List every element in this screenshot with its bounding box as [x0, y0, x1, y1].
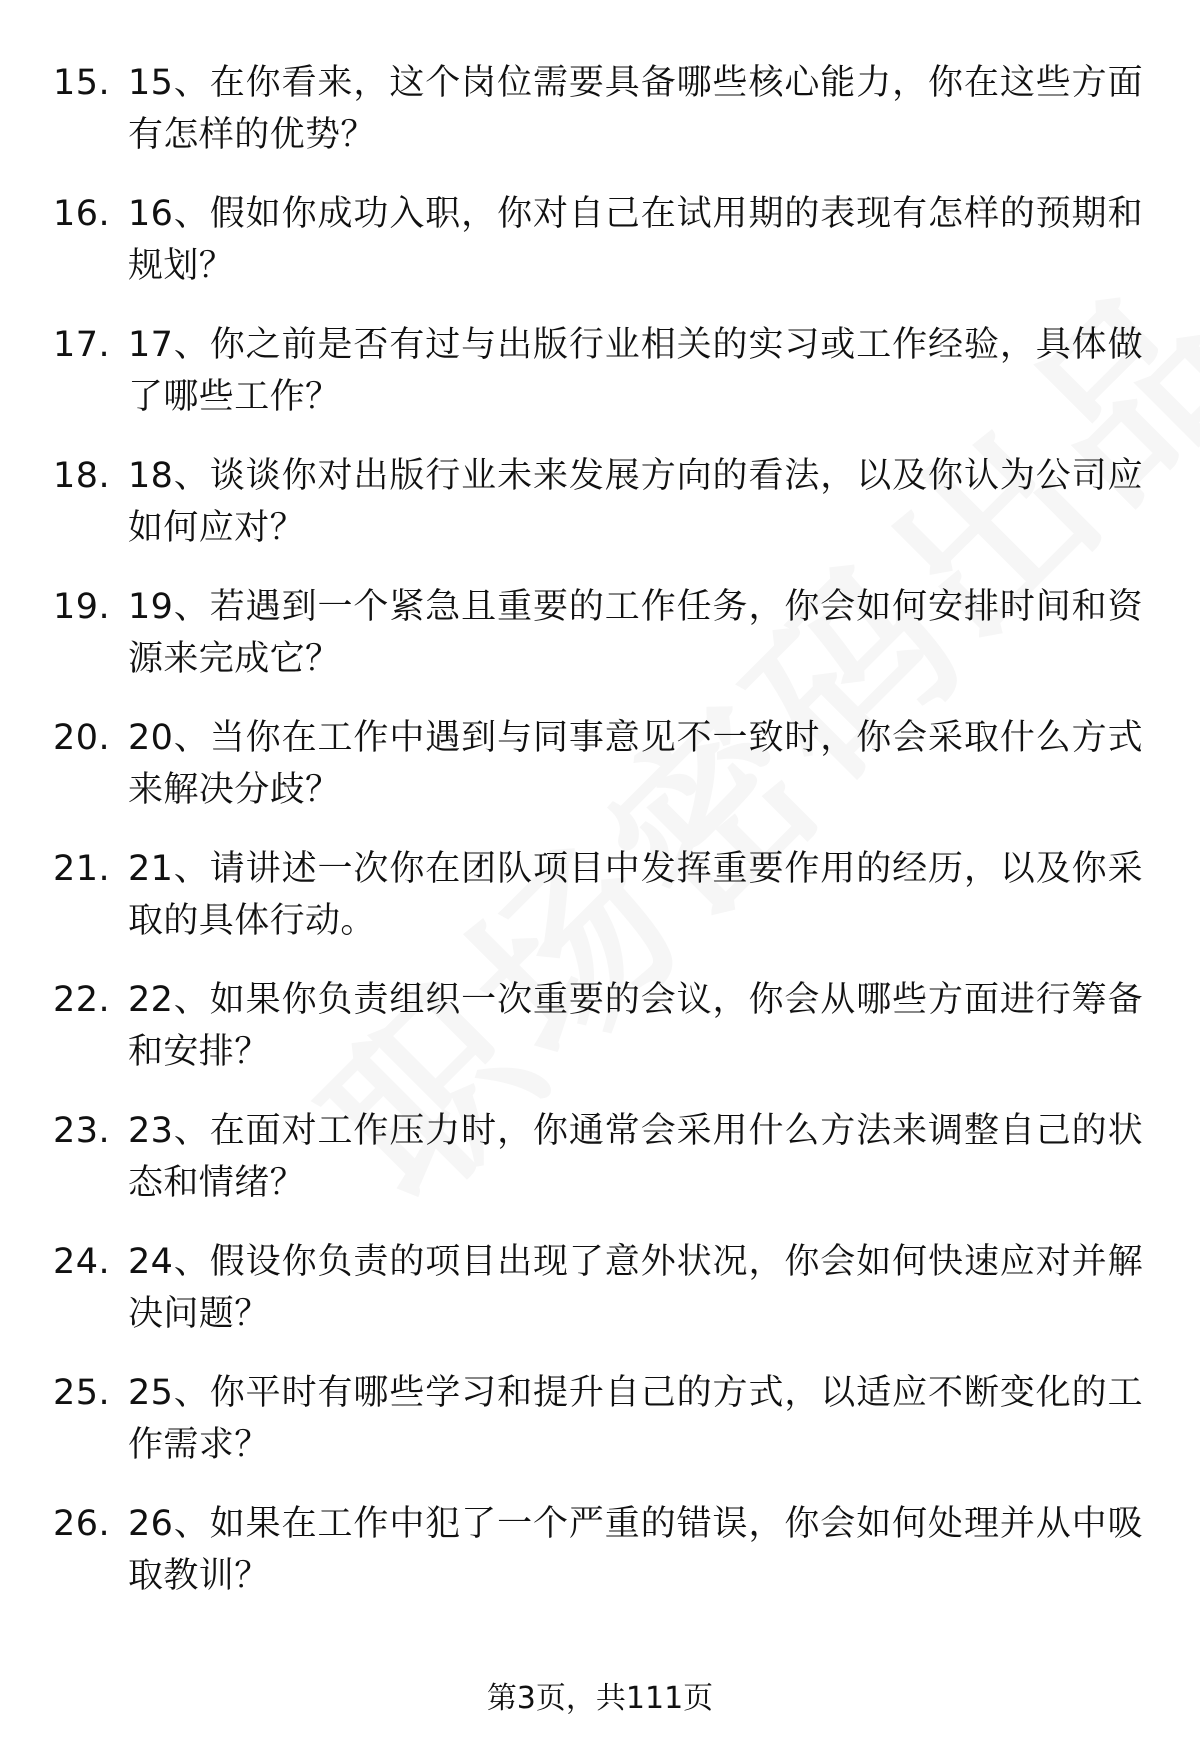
question-number: 26.: [53, 1504, 111, 1544]
question-text: 15、在你看来，这个岗位需要具备哪些核心能力，你在这些方面有怎样的优势？: [128, 63, 1143, 155]
question-text: 18、谈谈你对出版行业未来发展方向的看法，以及你认为公司应如何应对？: [128, 456, 1143, 548]
question-text: 22、如果你负责组织一次重要的会议，你会从哪些方面进行筹备和安排？: [128, 980, 1143, 1072]
question-item-23: [0, 1105, 1200, 1236]
question-text: 23、在面对工作压力时，你通常会采用什么方法来调整自己的状态和情绪？: [128, 1111, 1143, 1203]
question-item-19: [0, 581, 1200, 712]
question-item-25: [0, 1367, 1200, 1498]
question-number: 18.: [53, 456, 111, 496]
question-number: 24.: [53, 1242, 111, 1282]
question-number: 25.: [53, 1373, 111, 1413]
question-text: 21、请讲述一次你在团队项目中发挥重要作用的经历，以及你采取的具体行动。: [128, 849, 1143, 941]
question-item-16: [0, 188, 1200, 319]
page-number-footer: 第3页，共111页: [486, 1681, 714, 1716]
question-number: 20.: [53, 718, 111, 758]
question-item-15: [0, 57, 1200, 188]
question-text: 17、你之前是否有过与出版行业相关的实习或工作经验，具体做了哪些工作？: [128, 325, 1143, 417]
question-number: 23.: [53, 1111, 111, 1151]
question-number: 22.: [53, 980, 111, 1020]
question-text: 26、如果在工作中犯了一个严重的错误，你会如何处理并从中吸取教训？: [128, 1504, 1143, 1596]
question-number: 21.: [53, 849, 111, 889]
question-text: 16、假如你成功入职，你对自己在试用期的表现有怎样的预期和规划？: [128, 194, 1143, 286]
question-text: 25、你平时有哪些学习和提升自己的方式，以适应不断变化的工作需求？: [128, 1373, 1143, 1465]
question-list: [0, 57, 1200, 1629]
question-number: 17.: [53, 325, 111, 365]
question-number: 19.: [53, 587, 111, 627]
question-item-24: [0, 1236, 1200, 1367]
question-item-21: [0, 843, 1200, 974]
question-number: 15.: [53, 63, 111, 103]
question-item-18: [0, 450, 1200, 581]
question-item-22: [0, 974, 1200, 1105]
question-text: 19、若遇到一个紧急且重要的工作任务，你会如何安排时间和资源来完成它？: [128, 587, 1143, 679]
question-text: 24、假设你负责的项目出现了意外状况，你会如何快速应对并解决问题？: [128, 1242, 1143, 1334]
question-text: 20、当你在工作中遇到与同事意见不一致时，你会采取什么方式来解决分歧？: [128, 718, 1143, 810]
question-number: 16.: [53, 194, 111, 234]
question-item-20: [0, 712, 1200, 843]
question-item-26: [0, 1498, 1200, 1629]
question-item-17: [0, 319, 1200, 450]
